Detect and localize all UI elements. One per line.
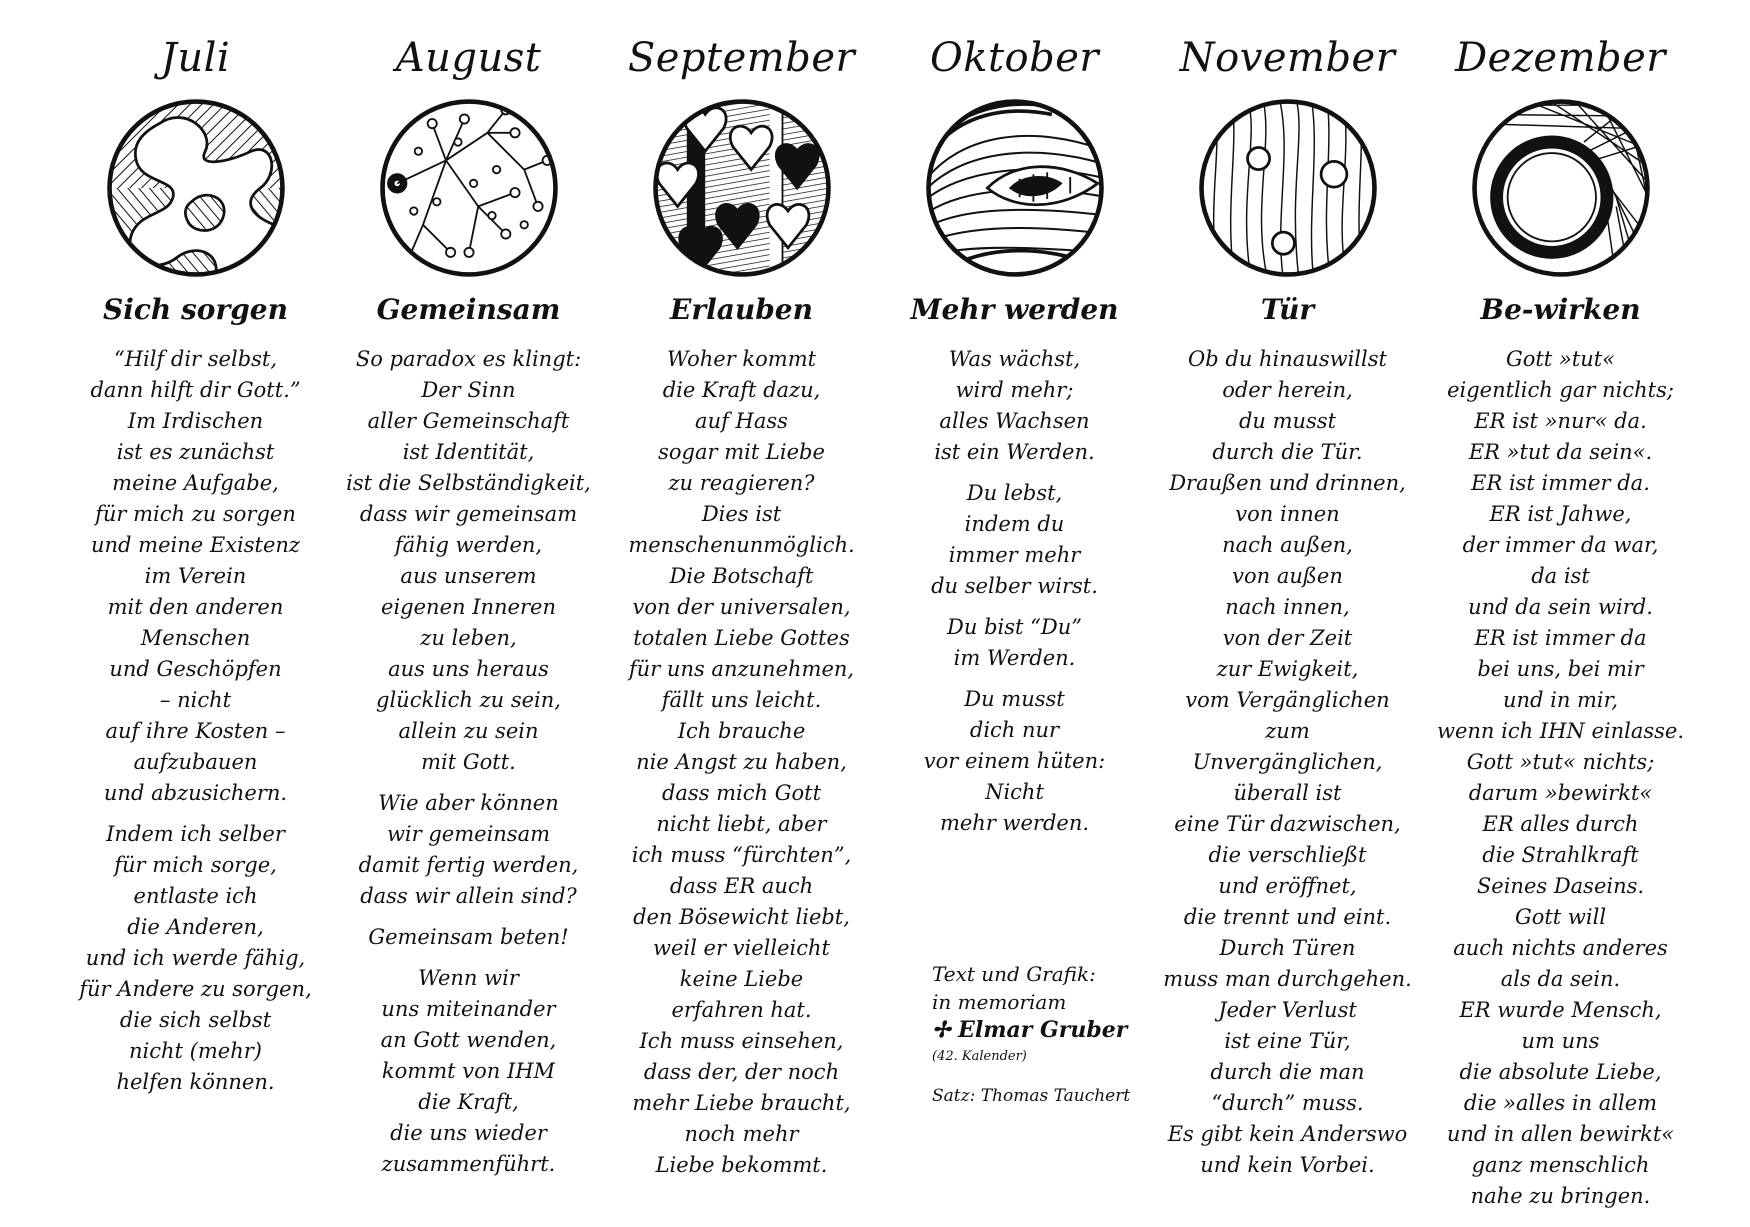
stanza	[331, 344, 606, 778]
poem-line: mehr werden.	[939, 811, 1090, 835]
month-title: Juli	[160, 35, 231, 81]
poem-line: helfen können.	[116, 1070, 275, 1094]
stanza	[877, 684, 1152, 839]
poem-line: aus unserem	[400, 564, 537, 588]
poem-line: uns miteinander	[381, 997, 556, 1021]
poem	[1150, 344, 1425, 1181]
theme-heading: Sich sorgen	[103, 293, 288, 326]
wood-door-icon	[1196, 96, 1380, 280]
poem-line: Ob du hinauswillst	[1188, 347, 1387, 371]
poem-line: Gott »tut« nichts;	[1466, 750, 1655, 774]
poem-line: zusammenführt.	[381, 1152, 556, 1176]
poem-line: die Anderen,	[127, 915, 264, 939]
poem-line: Wenn wir	[418, 966, 519, 990]
poem-line: eigenen Inneren	[381, 595, 556, 619]
poem-line: auch nichts anderes	[1453, 936, 1668, 960]
poem-line: nahe zu bringen.	[1470, 1184, 1651, 1208]
poem	[331, 344, 606, 1180]
poem-line: die verschließt	[1208, 843, 1367, 867]
month-column-august	[331, 30, 606, 1190]
poem	[604, 344, 879, 1181]
poem-line: um uns	[1521, 1029, 1600, 1053]
poem-line: von innen	[1235, 502, 1340, 526]
credits-label: Text und Grafik:	[932, 962, 1096, 986]
poem-line: die sich selbst	[119, 1008, 272, 1032]
poem-line: muss man durchgehen.	[1163, 967, 1412, 991]
poem-line: die trennt und eint.	[1183, 905, 1392, 929]
poem-line: eine Tür dazwischen,	[1174, 812, 1401, 836]
dandelion-flowers-icon	[377, 96, 561, 280]
poem-line: fähig werden,	[394, 533, 543, 557]
theme-heading: Gemeinsam	[376, 293, 561, 326]
poem-line: du selber wirst.	[931, 574, 1098, 598]
poem-line: aus uns heraus	[388, 657, 549, 681]
poem-line: durch die Tür.	[1212, 440, 1363, 464]
poem-line: Menschen	[140, 626, 251, 650]
poem-line: von außen	[1232, 564, 1343, 588]
poem-line: Ich muss einsehen,	[639, 1029, 844, 1053]
poem-line: ist eine Tür,	[1224, 1029, 1351, 1053]
poem-line: ganz menschlich	[1471, 1153, 1650, 1177]
poem-line: zu leben,	[420, 626, 517, 650]
poem-line: Draußen und drinnen,	[1169, 471, 1406, 495]
poem	[1423, 344, 1698, 1212]
poem-line: an Gott wenden,	[380, 1028, 557, 1052]
poem-line: oder herein,	[1222, 378, 1353, 402]
poem-line: Seines Daseins.	[1476, 874, 1645, 898]
month-title: September	[627, 35, 856, 81]
poem-line: Du lebst,	[966, 481, 1063, 505]
poem-line: vor einem hüten:	[923, 749, 1106, 773]
poem-line: die absolute Liebe,	[1459, 1060, 1662, 1084]
theme-heading: Erlauben	[670, 293, 813, 326]
poem-line: darum »bewirkt«	[1468, 781, 1653, 805]
poem-line: Jeder Verlust	[1218, 998, 1357, 1022]
stanza	[58, 819, 333, 1098]
poem-line: Gott »tut«	[1505, 347, 1616, 371]
poem-line: und eröffnet,	[1218, 874, 1357, 898]
poem-line: und meine Existenz	[91, 533, 300, 557]
poem-line: So paradox es klingt:	[355, 347, 582, 371]
stanza	[877, 478, 1152, 602]
poem-line: von der Zeit	[1222, 626, 1353, 650]
cross-icon: ✢	[932, 1017, 951, 1043]
poem	[58, 344, 333, 1098]
poem-line: wird mehr;	[955, 378, 1074, 402]
poem-line: weil er vielleicht	[653, 936, 830, 960]
author-name: Elmar Gruber	[958, 1017, 1128, 1043]
poem-line: du musst	[1238, 409, 1337, 433]
month-column-september	[604, 30, 879, 1191]
poem-line: und abzusichern.	[103, 781, 288, 805]
poem-line: und in allen bewirkt«	[1446, 1122, 1675, 1146]
poem-line: ist die Selbständigkeit,	[346, 471, 591, 495]
month-title: Dezember	[1455, 35, 1666, 81]
poem-line: auf Hass	[695, 409, 788, 433]
poem-line: nicht (mehr)	[129, 1039, 262, 1063]
poem-line: mit den anderen	[107, 595, 284, 619]
poem-line: und in mir,	[1502, 688, 1619, 712]
poem-line: Indem ich selber	[106, 822, 285, 846]
poem-line: allein zu sein	[398, 719, 539, 743]
poem-line: ER ist Jahwe,	[1489, 502, 1632, 526]
poem-line: für Andere zu sorgen,	[79, 977, 312, 1001]
poem-line: auf ihre Kosten –	[105, 719, 286, 743]
poem-line: ER alles durch	[1482, 812, 1639, 836]
poem-line: die Kraft,	[418, 1090, 519, 1114]
poem-line: aller Gemeinschaft	[367, 409, 570, 433]
poem-line: Es gibt kein Anderswo	[1167, 1122, 1408, 1146]
poem-line: Durch Türen	[1219, 936, 1356, 960]
poem-line: Die Botschaft	[669, 564, 814, 588]
poem-line: Was wächst,	[948, 347, 1081, 371]
poem-line: und kein Vorbei.	[1200, 1153, 1375, 1177]
poem-line: Dies ist	[701, 502, 782, 526]
poem-line: alles Wachsen	[939, 409, 1090, 433]
poem-line: vom Vergänglichen	[1185, 688, 1390, 712]
poem-line: Gemeinsam beten!	[368, 925, 569, 949]
poem-line: Gott will	[1514, 905, 1607, 929]
radiant-ring-icon	[1469, 96, 1653, 280]
growth-pod-icon	[923, 96, 1107, 280]
poem-line: und Geschöpfen	[109, 657, 282, 681]
poem	[877, 344, 1152, 839]
poem-line: im Verein	[144, 564, 247, 588]
hearts-pattern-icon	[650, 96, 834, 280]
poem-line: fällt uns leicht.	[661, 688, 822, 712]
poem-line: sogar mit Liebe	[658, 440, 825, 464]
poem-line: und ich werde fähig,	[85, 946, 306, 970]
poem-line: – nicht	[159, 688, 232, 712]
poem-line: totalen Liebe Gottes	[633, 626, 850, 650]
poem-line: für mich zu sorgen	[95, 502, 296, 526]
credits-author	[932, 1016, 1130, 1044]
poem-line: Unvergänglichen,	[1192, 750, 1383, 774]
poem-line: dann hilft dir Gott.”	[90, 378, 301, 402]
poem-line: da ist	[1531, 564, 1590, 588]
poem-line: indem du	[964, 512, 1065, 536]
poem-line: für mich sorge,	[114, 853, 277, 877]
poem-line: durch die man	[1210, 1060, 1365, 1084]
poem-line: und da sein wird.	[1468, 595, 1653, 619]
poem-line: immer mehr	[948, 543, 1081, 567]
poem-line: Liebe bekommt.	[655, 1153, 828, 1177]
poem-line: der immer da war,	[1462, 533, 1659, 557]
poem-line: die »alles in allem	[1463, 1091, 1658, 1115]
theme-heading: Be-wirken	[1480, 293, 1641, 326]
poem-line: bei uns, bei mir	[1477, 657, 1644, 681]
poem-line: Du musst	[964, 687, 1065, 711]
poem-line: die Strahlkraft	[1482, 843, 1639, 867]
stanza	[877, 344, 1152, 468]
poem-line: nie Angst zu haben,	[636, 750, 847, 774]
poem-line: eigentlich gar nichts;	[1447, 378, 1674, 402]
stanza	[1423, 344, 1698, 1212]
theme-heading: Mehr werden	[910, 293, 1119, 326]
stanza	[58, 344, 333, 809]
poem-line: dich nur	[969, 718, 1060, 742]
month-column-dezember	[1423, 30, 1698, 1222]
poem-line: erfahren hat.	[671, 998, 812, 1022]
poem-line: Im Irdischen	[127, 409, 264, 433]
poem-line: glücklich zu sein,	[376, 688, 561, 712]
poem-line: im Werden.	[953, 646, 1076, 670]
theme-heading: Tür	[1260, 293, 1315, 326]
poem-line: ist es zunächst	[116, 440, 275, 464]
poem-line: noch mehr	[684, 1122, 799, 1146]
poem-line: Du bist “Du”	[947, 615, 1082, 639]
poem-line: überall ist	[1233, 781, 1342, 805]
poem-line: Der Sinn	[421, 378, 516, 402]
poem-line: von der universalen,	[632, 595, 851, 619]
poem-line: mehr Liebe braucht,	[632, 1091, 851, 1115]
stanza	[331, 788, 606, 912]
poem-line: dass mich Gott	[661, 781, 822, 805]
poem-line: mit Gott.	[421, 750, 516, 774]
poem-line: dass der, der noch	[643, 1060, 840, 1084]
poem-line: kommt von IHM	[381, 1059, 556, 1083]
poem-line: wenn ich IHN einlasse.	[1436, 719, 1685, 743]
month-title: August	[395, 35, 542, 81]
poem-line: aufzubauen	[133, 750, 258, 774]
poem-line: keine Liebe	[679, 967, 804, 991]
poem-line: menschenunmöglich.	[628, 533, 855, 557]
month-title: November	[1179, 35, 1396, 81]
poem-line: ER ist immer da	[1474, 626, 1647, 650]
poem-line: ER ist »nur« da.	[1474, 409, 1647, 433]
credits-setter: Satz: Thomas Tauchert	[932, 1086, 1131, 1106]
poem-line: den Bösewicht liebt,	[633, 905, 850, 929]
poem-line: dass wir gemeinsam	[359, 502, 578, 526]
poem-line: ist Identität,	[402, 440, 535, 464]
stanza	[877, 612, 1152, 674]
poem-line: als da sein.	[1500, 967, 1621, 991]
poem-line: Woher kommt	[666, 347, 817, 371]
blob-pattern-icon	[104, 96, 288, 280]
credits-block	[932, 960, 1130, 1110]
poem-line: Wie aber können	[378, 791, 559, 815]
poem-line: ich muss “fürchten”,	[631, 843, 852, 867]
poem-line: ER wurde Mensch,	[1459, 998, 1662, 1022]
poem-line: nicht liebt, aber	[656, 812, 827, 836]
poem-line: ER ist immer da.	[1471, 471, 1650, 495]
poem-line: zu reagieren?	[668, 471, 815, 495]
poem-line: dass ER auch	[669, 874, 814, 898]
poem-line: die uns wieder	[390, 1121, 547, 1145]
month-column-november	[1150, 30, 1425, 1191]
poem-line: ER »tut da sein«.	[1468, 440, 1653, 464]
poem-line: meine Aufgabe,	[112, 471, 279, 495]
stanza	[1150, 344, 1425, 1181]
poem-line: zur Ewigkeit,	[1216, 657, 1359, 681]
month-column-oktober	[877, 30, 1152, 849]
poem-line: “durch” muss.	[1211, 1091, 1364, 1115]
credits-note: (42. Kalender)	[932, 1049, 1027, 1064]
credits-memoriam: in memoriam	[932, 990, 1067, 1014]
month-title: Oktober	[929, 35, 1100, 81]
stanza	[331, 963, 606, 1180]
poem-line: entlaste ich	[133, 884, 258, 908]
month-column-juli	[58, 30, 333, 1108]
poem-line: dass wir allein sind?	[360, 884, 577, 908]
poem-line: für uns anzunehmen,	[628, 657, 855, 681]
poem-line: Nicht	[985, 780, 1044, 804]
poem-line: damit fertig werden,	[358, 853, 579, 877]
poem-line: nach innen,	[1225, 595, 1350, 619]
poem-line: zum	[1265, 719, 1310, 743]
poem-line: die Kraft dazu,	[662, 378, 821, 402]
poem-line: Ich brauche	[677, 719, 806, 743]
poem-line: “Hilf dir selbst,	[113, 347, 278, 371]
stanza	[604, 344, 879, 1181]
poem-line: ist ein Werden.	[934, 440, 1095, 464]
poem-line: nach außen,	[1222, 533, 1353, 557]
stanza	[331, 922, 606, 953]
poem-line: wir gemeinsam	[386, 822, 551, 846]
